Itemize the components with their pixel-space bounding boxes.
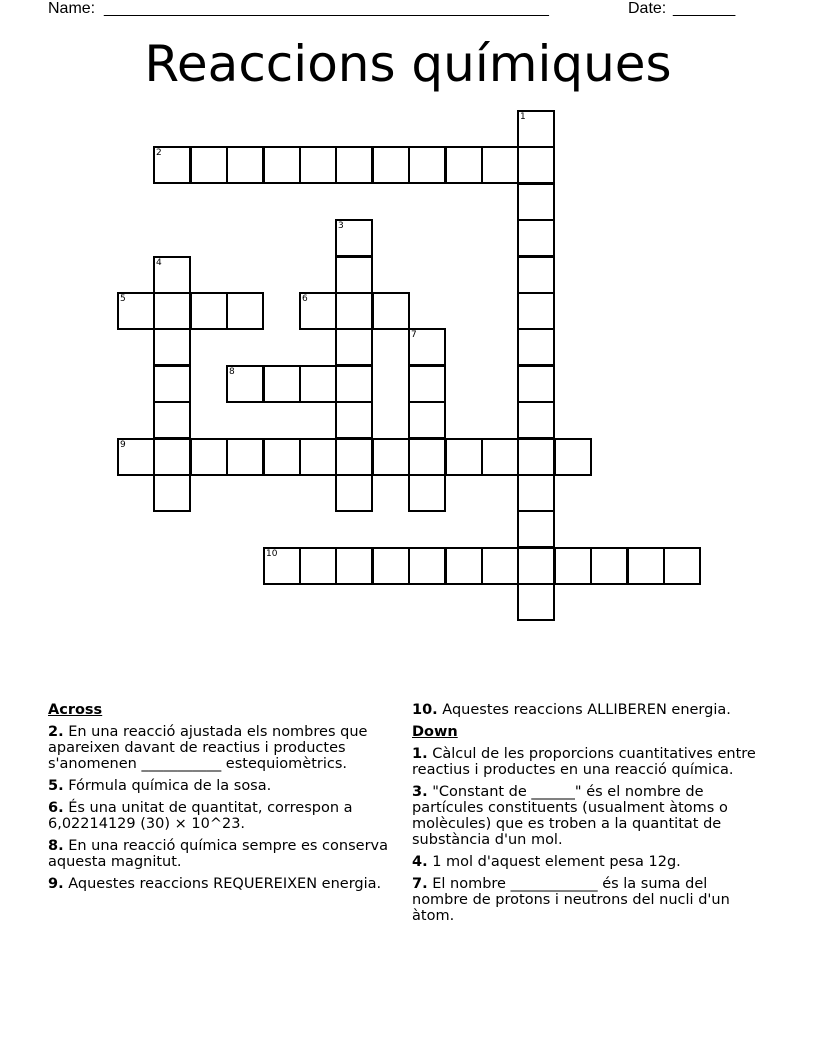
clue-number: 3.: [412, 784, 428, 800]
name-label: Name:: [48, 0, 100, 17]
crossword-cell[interactable]: [517, 510, 555, 548]
crossword-cell[interactable]: [445, 547, 483, 585]
clue-number-label: 7: [411, 330, 417, 340]
crossword-cell[interactable]: [226, 438, 264, 476]
clue-text: Aquestes reaccions ALLIBEREN energia.: [442, 702, 731, 718]
clue-text: En una reacció química sempre es conserva aquesta magnitut.: [48, 838, 388, 870]
crossword-cell[interactable]: [153, 401, 191, 439]
crossword-cell[interactable]: [226, 365, 264, 403]
crossword-cell[interactable]: [517, 183, 555, 221]
crossword-cell[interactable]: [517, 146, 555, 184]
crossword-cell[interactable]: [445, 438, 483, 476]
crossword-cell[interactable]: [372, 438, 410, 476]
crossword-cell[interactable]: [335, 219, 373, 257]
clue-text: En una reacció ajustada els nombres que apareixen davant de reactius i productes s'anomenen ___________ estequiomètrics.: [48, 724, 368, 772]
crossword-cell[interactable]: [445, 146, 483, 184]
clue-across-6: [48, 800, 393, 832]
crossword-cell[interactable]: [153, 256, 191, 294]
clue-number-label: 4: [156, 258, 162, 268]
clue-number: 9.: [48, 876, 64, 892]
crossword-cell[interactable]: [408, 365, 446, 403]
clue-number-label: 2: [156, 148, 162, 158]
crossword-cell[interactable]: [408, 328, 446, 366]
crossword-cell[interactable]: [335, 146, 373, 184]
crossword-cell[interactable]: [299, 292, 337, 330]
crossword-cell[interactable]: [517, 583, 555, 621]
crossword-cell[interactable]: [408, 146, 446, 184]
crossword-cell[interactable]: [335, 365, 373, 403]
clue-across-5: [48, 778, 393, 794]
clues-right-column: [412, 702, 764, 930]
crossword-cell[interactable]: [335, 256, 373, 294]
crossword-cell[interactable]: [299, 547, 337, 585]
crossword-cell[interactable]: [408, 401, 446, 439]
crossword-cell[interactable]: [299, 146, 337, 184]
crossword-cell[interactable]: [372, 292, 410, 330]
crossword-cell[interactable]: [153, 365, 191, 403]
crossword-cell[interactable]: [627, 547, 665, 585]
clue-across-8: [48, 838, 393, 870]
crossword-cell[interactable]: [517, 365, 555, 403]
clue-number-label: 1: [520, 112, 526, 122]
clue-number-label: 9: [120, 440, 126, 450]
crossword-cell[interactable]: [263, 438, 301, 476]
crossword-cell[interactable]: [481, 146, 519, 184]
clue-text: Càlcul de les proporcions cuantitatives entre reactius i productes en una reacció química.: [412, 746, 756, 778]
crossword-cell[interactable]: [335, 401, 373, 439]
clue-text: 1 mol d'aquest element pesa 12g.: [432, 854, 681, 870]
crossword-cell[interactable]: [263, 146, 301, 184]
crossword-cell[interactable]: [263, 547, 301, 585]
clue-across-10: [412, 702, 764, 718]
crossword-cell[interactable]: [517, 547, 555, 585]
crossword-cell[interactable]: [263, 365, 301, 403]
clue-across-9: [48, 876, 393, 892]
clue-text: Aquestes reaccions REQUEREIXEN energia.: [68, 876, 382, 892]
crossword-cell[interactable]: [117, 292, 155, 330]
crossword-cell[interactable]: [153, 438, 191, 476]
crossword-cell[interactable]: [226, 292, 264, 330]
crossword-cell[interactable]: [372, 547, 410, 585]
clue-number-label: 6: [302, 294, 308, 304]
clue-number: 10.: [412, 702, 438, 718]
crossword-cell[interactable]: [153, 474, 191, 512]
crossword-cell[interactable]: [335, 547, 373, 585]
crossword-cell[interactable]: [226, 146, 264, 184]
clue-text: Fórmula química de la sosa.: [68, 778, 272, 794]
crossword-cell[interactable]: [153, 146, 191, 184]
clue-number: 8.: [48, 838, 64, 854]
crossword-cell[interactable]: [335, 474, 373, 512]
clue-text: El nombre ____________ és la suma del nombre de protons i neutrons del nucli d'un àtom.: [412, 876, 730, 924]
clue-number: 7.: [412, 876, 428, 892]
crossword-cell[interactable]: [517, 401, 555, 439]
crossword-cell[interactable]: [299, 438, 337, 476]
crossword-cell[interactable]: [517, 292, 555, 330]
clue-text: És una unitat de quantitat, correspon a 6,02214129 (30) × 10^23.: [48, 800, 353, 832]
clue-down-1: [412, 746, 764, 778]
clue-number-label: 3: [338, 221, 344, 231]
page-title: Reaccions químiques: [144, 35, 672, 93]
crossword-cell[interactable]: [190, 146, 228, 184]
clue-down-7: [412, 876, 764, 924]
clue-down-3: [412, 784, 764, 848]
clue-number-label: 5: [120, 294, 126, 304]
crossword-cell[interactable]: [153, 292, 191, 330]
crossword-cell[interactable]: [117, 438, 155, 476]
name-field[interactable]: __________________________________________________: [104, 0, 549, 17]
crossword-cell[interactable]: [554, 547, 592, 585]
crossword-cell[interactable]: [408, 438, 446, 476]
clue-number: 4.: [412, 854, 428, 870]
clue-down-4: [412, 854, 764, 870]
crossword-cell[interactable]: [190, 292, 228, 330]
crossword-cell[interactable]: [190, 438, 228, 476]
crossword-cell[interactable]: [481, 547, 519, 585]
crossword-cell[interactable]: [517, 256, 555, 294]
crossword-cell[interactable]: [481, 438, 519, 476]
crossword-cell[interactable]: [335, 328, 373, 366]
crossword-cell[interactable]: [517, 438, 555, 476]
date-field[interactable]: _______: [673, 0, 736, 17]
crossword-cell[interactable]: [408, 547, 446, 585]
crossword-cell[interactable]: [153, 328, 191, 366]
crossword-cell[interactable]: [554, 438, 592, 476]
crossword-cell[interactable]: [408, 474, 446, 512]
clue-text: "Constant de ______" és el nombre de partícules constituents (usualment àtoms o molècules) que es troben a la quantitat de substància d'un mol.: [412, 784, 728, 848]
crossword-cell[interactable]: [517, 474, 555, 512]
crossword-cell[interactable]: [299, 365, 337, 403]
crossword-cell[interactable]: [372, 146, 410, 184]
clue-number: 1.: [412, 746, 428, 762]
crossword-cell[interactable]: [590, 547, 628, 585]
down-heading: Down: [412, 724, 458, 740]
clue-across-2: [48, 724, 393, 772]
crossword-cell[interactable]: [663, 547, 701, 585]
clue-number-label: 8: [229, 367, 235, 377]
clue-number: 5.: [48, 778, 64, 794]
crossword-cell[interactable]: [517, 110, 555, 148]
clue-number-label: 10: [266, 549, 278, 559]
clue-number: 6.: [48, 800, 64, 816]
crossword-cell[interactable]: [335, 438, 373, 476]
across-heading: Across: [48, 702, 103, 718]
crossword-cell[interactable]: [335, 292, 373, 330]
clues-left-column: [48, 702, 393, 898]
crossword-cell[interactable]: [517, 328, 555, 366]
clue-number: 2.: [48, 724, 64, 740]
date-label: Date:: [628, 0, 671, 17]
crossword-cell[interactable]: [517, 219, 555, 257]
